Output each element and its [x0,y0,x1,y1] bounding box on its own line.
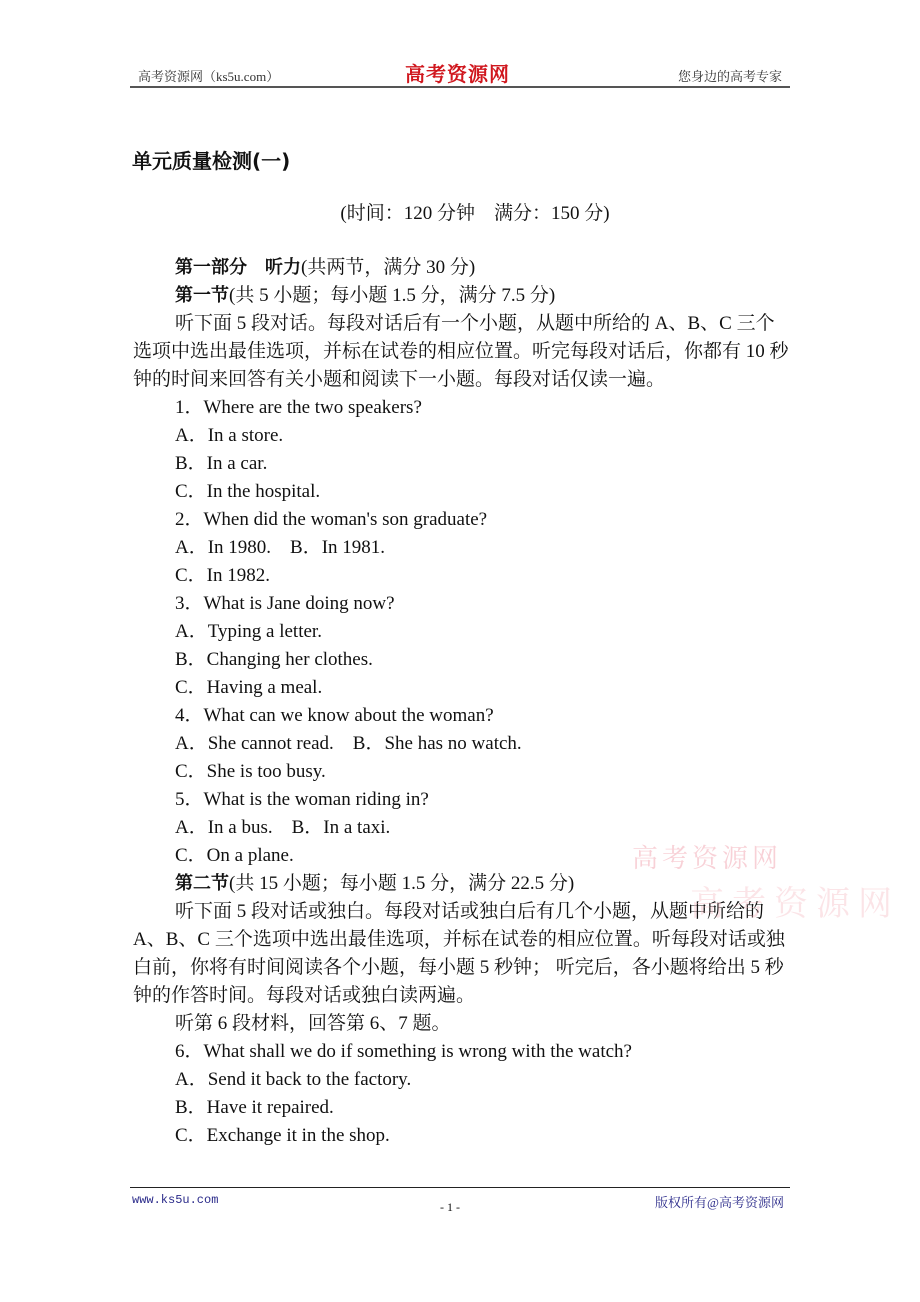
option-line: A．In a store. [175,425,284,446]
page-header [130,58,790,86]
option-line: A．In a bus. B．In a taxi. [175,817,391,838]
footer-copyright: 版权所有@高考资源网 [655,1195,784,1210]
document-title: 单元质量检测(一) [132,149,291,173]
option-line: C．On a plane. [175,845,294,866]
option-line: A．In 1980. B．In 1981. [175,537,386,558]
option-line: C．Exchange it in the shop. [175,1125,390,1146]
section1-instructions: 听下面 5 段对话。每段对话后有一个小题，从题中所给的 A、B、C 三个选项中选出最佳选项，并标在试卷的相应位置。听完每段对话后，你都有 10 秒钟的时间来回答有关小题和阅读下一小题。每段对话仅读一遍。 [133,313,789,390]
part1-heading-bold: 第一部分 听力 [175,257,301,278]
option-line: B．In a car. [175,453,268,474]
part1-heading [133,254,793,282]
part1-heading-rest: (共两节，满分 30 分) [301,257,476,278]
footer-divider [130,1187,790,1188]
question-text: 1．Where are the two speakers? [175,397,422,418]
footer-website-link[interactable]: www.ks5u.com [132,1193,219,1207]
option-line: A．Typing a letter. [175,621,322,642]
question-3 [133,590,793,702]
option-line: A．Send it back to the factory. [175,1069,412,1090]
page-number: - 1 - [440,1200,460,1214]
document-body [133,254,793,1150]
option-line: C．She is too busy. [175,761,326,782]
section1-heading [133,282,793,310]
question-text: 4．What can we know about the woman? [175,705,494,726]
question-text: 3．What is Jane doing now? [175,593,395,614]
watermark-logo: 高考资源网 [632,844,783,873]
question-text: 2．When did the woman's son graduate? [175,509,488,530]
question-1 [133,394,793,506]
header-logo: 高考资源网 [405,64,510,86]
option-line: C．In 1982. [175,565,271,586]
question-text: 6．What shall we do if something is wrong with the watch? [175,1041,632,1062]
section1-heading-rest: (共 5 小题；每小题 1.5 分，满分 7.5 分) [229,285,556,306]
question-6 [133,1038,793,1150]
question-4 [133,702,793,786]
section2-heading-rest: (共 15 小题；每小题 1.5 分，满分 22.5 分) [229,873,575,894]
section1-heading-bold: 第一节 [175,285,229,306]
section2-instructions: 听下面 5 段对话或独白。每段对话或独白后有几个小题，从题中所给的 A、B、C 三个选项中选出最佳选项，并标在试卷的相应位置。听每段对话或独白前，你将有时间阅读各个小题，每小题 5 秒钟； 听完后，各小题将给出 5 秒钟的作答时间。每段对话或独白读两遍。 [133,901,785,1006]
exam-time-score: (时间：120 分钟 满分：150 分) [340,203,610,224]
material-note: 听第 6 段材料，回答第 6、7 题。 [175,1013,451,1034]
header-site-name: 高考资源网（ks5u.com） [138,69,280,84]
option-line: C．Having a meal. [175,677,323,698]
option-line: B．Changing her clothes. [175,649,373,670]
option-line: A．She cannot read. B．She has no watch. [175,733,522,754]
question-2 [133,506,793,590]
watermark-logo-large: 高考资源网 [690,886,900,923]
header-divider [130,86,790,88]
question-text: 5．What is the woman riding in? [175,789,429,810]
header-slogan: 您身边的高考专家 [677,69,782,84]
page-footer [130,1190,790,1220]
option-line: C．In the hospital. [175,481,321,502]
section2-heading-bold: 第二节 [175,873,229,894]
option-line: B．Have it repaired. [175,1097,334,1118]
